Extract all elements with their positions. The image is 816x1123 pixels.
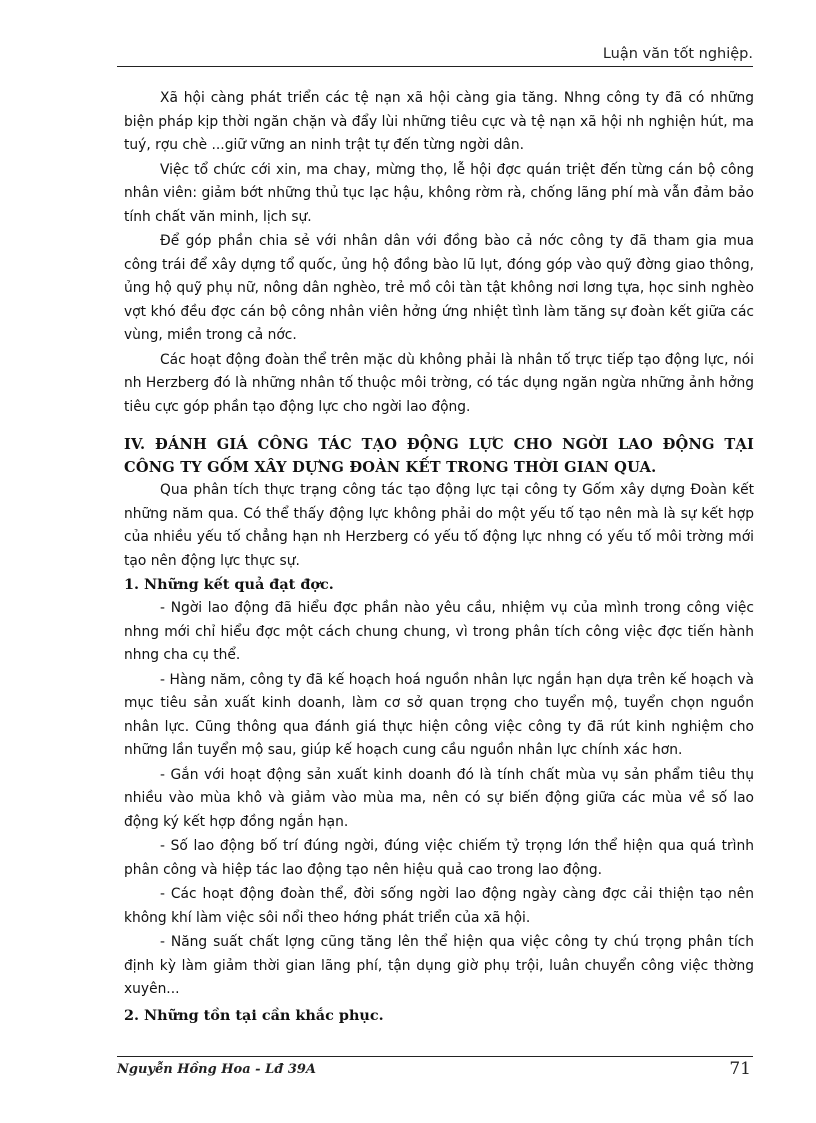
result-item: - Năng suất chất lợng cũng tăng lên thể hiện qua việc công ty chú trọng phân tích định kỳ làm giảm thời gian lãng phí, tận dụng giờ phụ trội, luân chuyển công việc thờng xuyên... — [124, 934, 754, 997]
result-item: - Các hoạt động đoàn thể, đời sống ngời lao động ngày càng đợc cải thiện tạo nên không khí làm việc sôi nổi theo hớng phát triển của xã hội. — [124, 886, 754, 926]
result-item: - Ngời lao động đã hiểu đợc phần nào yêu cầu, nhiệm vụ của mình trong công việc nhng mới chỉ hiểu đợc một cách chung chung, vì trong phân tích công việc đợc tiến hành nhng cha cụ thể. — [124, 600, 754, 663]
header-title: Luận văn tốt nghiệp. — [602, 46, 753, 62]
section-intro: Qua phân tích thực trạng công tác tạo động lực tại công ty Gốm xây dựng Đoàn kết những năm qua. Có thể thấy động lực không phải do một yếu tố tạo nên mà là sự kết hợp của nhiều yếu tố chẳng hạn nh Herzberg có yếu tố động lực nhng có yếu tố môi trờng mới tạo nên động lực thực sự. — [124, 482, 754, 569]
page-footer — [117, 1056, 753, 1087]
page-number: 71 — [729, 1059, 751, 1079]
result-item: - Gắn với hoạt động sản xuất kinh doanh đó là tính chất mùa vụ sản phẩm tiêu thụ nhiều vào mùa khô và giảm vào mùa ma, nên có sự biến động giữa các mùa về số lao động ký kết hợp đồng ngắn hạn. — [124, 766, 754, 830]
footer-author: Nguyễn Hồng Hoa - Lđ 39A — [117, 1062, 317, 1077]
paragraph: Xã hội càng phát triển các tệ nạn xã hội càng gia tăng. Nhng công ty đã có những biện pháp kịp thời ngăn chặn và đẩy lùi những tiêu cực và tệ nạn xã hội nh nghiện hút, ma tuý, rợu chè ...giữ vững an ninh trật tự đến từng ngời dân. — [124, 90, 754, 153]
result-item: - Hàng năm, công ty đã kế hoạch hoá nguồn nhân lực ngắn hạn dựa trên kế hoạch và mục tiêu sản xuất kinh doanh, làm cơ sở quan trọng cho tuyển mộ, tuyển chọn nguồn nhân lực. Cũng thông qua đánh giá thực hiện công việc công ty đã rút kinh nghiệm cho những lần tuyển mộ sau, giúp kế hoạch cung cầu nguồn nhân lực chính xác hơn. — [124, 671, 754, 758]
page-header — [117, 42, 753, 67]
paragraph: Các hoạt động đoàn thể trên mặc dù không phải là nhân tố trực tiếp tạo động lực, nói nh Herzberg đó là những nhân tố thuộc môi trờng, có tác dụng ngăn ngừa những ảnh hởng tiêu cực góp phần tạo động lực cho ngời lao động. — [124, 351, 754, 415]
subheading-results: 1. Những kết quả đạt đợc. — [124, 576, 334, 593]
section-heading: IV. ĐÁNH GIÁ CÔNG TÁC TẠO ĐỘNG LỰC CHO NGỜI LAO ĐỘNG TẠI CÔNG TY GỐM XÂY DỰNG ĐOÀN KẾT TRONG THỜI GIAN QUA. — [124, 436, 754, 476]
document-body — [124, 87, 754, 1028]
paragraph: Việc tổ chức cới xin, ma chay, mừng thọ, lễ hội đợc quán triệt đến từng cán bộ công nhân viên: giảm bớt những thủ tục lạc hậu, không rờm rà, chống lãng phí mà vẫn đảm bảo tính chất văn minh, lịch sự. — [124, 161, 754, 225]
subheading-issues: 2. Những tồn tại cần khắc phục. — [124, 1006, 384, 1024]
result-item: - Số lao động bố trí đúng ngời, đúng việc chiếm tỷ trọng lớn thể hiện qua quá trình phân công và hiệp tác lao động tạo nên hiệu quả cao trong lao động. — [124, 838, 754, 878]
paragraph: Để góp phần chia sẻ với nhân dân với đồng bào cả nớc công ty đã tham gia mua công trái để xây dựng tổ quốc, ủng hộ đồng bào lũ lụt, đóng góp vào quỹ đờng giao thông, ủng hộ quỹ phụ nữ, nông dân nghèo, trẻ mồ côi tàn tật không nơi lơng tựa, học sinh nghèo vợt khó đều đợc cán bộ công nhân viên hởng ứng nhiệt tình làm tăng sự đoàn kết giữa các vùng, miền trong cả nớc. — [124, 233, 754, 343]
